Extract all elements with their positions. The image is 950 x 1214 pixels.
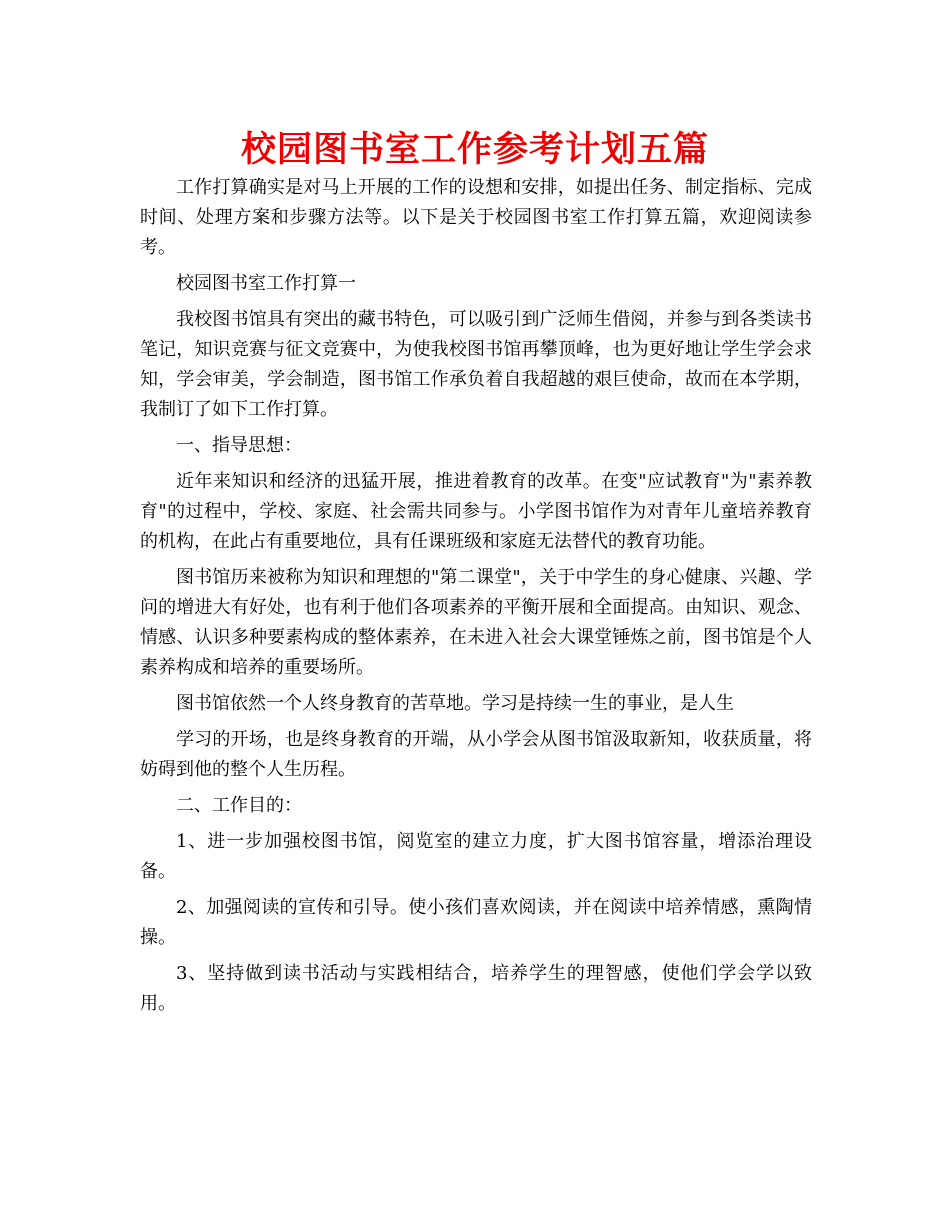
paragraph-education-reform: 近年来知识和经济的迅猛开展，推进着教育的改革。在变"应试教育"为"素养教育"的过程中，学校、家庭、社会需共同参与。小学图书馆作为对青年儿童培养教育的机构，在此占有重要地位，具有任课班级和家庭无法替代的教育功能。 bbox=[140, 471, 812, 552]
heading-work-goals: 二、工作目的： bbox=[176, 795, 302, 816]
section-heading-plan-one: 校园图书室工作打算一 bbox=[176, 273, 356, 294]
document-body bbox=[140, 170, 812, 1022]
goal-item-3: 3、坚持做到读书活动与实践相结合，培养学生的理智感，使他们学会学以致用。 bbox=[140, 963, 812, 1014]
paragraph-library-features: 我校图书馆具有突出的藏书特色，可以吸引到广泛师生借阅，并参与到各类读书笔记，知识竞赛与征文竞赛中，为使我校图书馆再攀顶峰，也为更好地让学生学会求知，学会审美，学会制造，图书馆工作承负着自我超越的艰巨使命，故而在本学期，我制订了如下工作打算。 bbox=[140, 309, 812, 420]
goal-item-1: 1、进一步加强校图书馆，阅览室的建立力度，扩大图书馆容量，增添治理设备。 bbox=[140, 831, 812, 882]
intro-paragraph: 工作打算确实是对马上开展的工作的设想和安排，如提出任务、制定指标、完成时间、处理方案和步骤方法等。以下是关于校园图书室工作打算五篇，欢迎阅读参考。 bbox=[140, 177, 812, 258]
paragraph-learning-start: 学习的开场，也是终身教育的开端，从小学会从图书馆汲取新知，收获质量，将妨碍到他的整个人生历程。 bbox=[140, 729, 812, 780]
document-title: 校园图书室工作参考计划五篇 bbox=[240, 129, 709, 170]
heading-guiding-ideology: 一、指导思想： bbox=[176, 435, 302, 456]
goal-item-2: 2、加强阅读的宣传和引导。使小孩们喜欢阅读，并在阅读中培养情感，熏陶情操。 bbox=[140, 897, 812, 948]
paragraph-second-classroom: 图书馆历来被称为知识和理想的"第二课堂"，关于中学生的身心健康、兴趣、学问的增进大有好处，也有利于他们各项素养的平衡开展和全面提高。由知识、观念、情感、认识多种要素构成的整体素养，在未进入社会大课堂锤炼之前，图书馆是个人素养构成和培养的重要场所。 bbox=[140, 567, 812, 678]
paragraph-lifelong-education: 图书馆依然一个人终身教育的苦草地。学习是持续一生的事业，是人生 bbox=[176, 693, 734, 714]
